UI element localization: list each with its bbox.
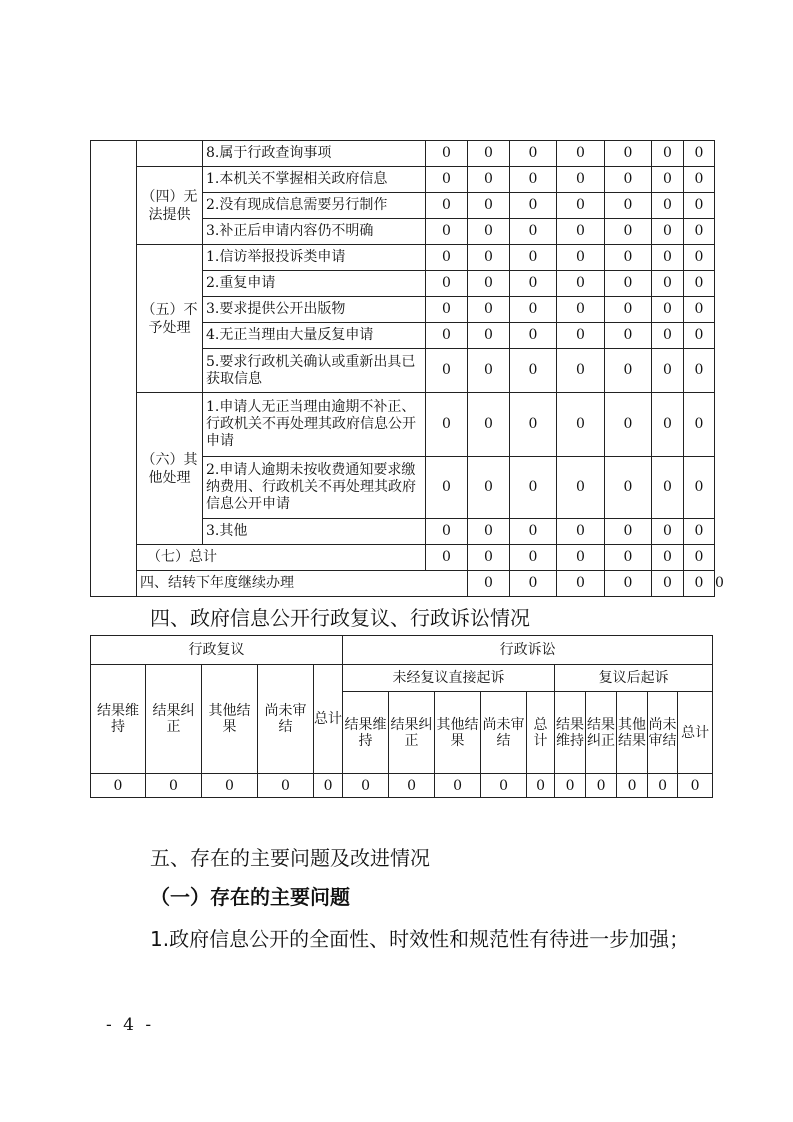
table-cell: 0	[510, 457, 557, 519]
table-cell: 0	[684, 545, 715, 571]
after-col-other: 其他结果	[617, 692, 648, 774]
row-label: 1.本机关不掌握相关政府信息	[203, 167, 426, 193]
table-cell: 0	[557, 323, 605, 349]
table-cell: 0	[527, 774, 555, 798]
admin-litigation-header: 行政诉讼	[343, 636, 713, 665]
table-cell: 0	[91, 774, 146, 798]
table-cell: 0	[426, 519, 468, 545]
table-cell: 0	[510, 393, 557, 457]
table-cell: 0	[468, 323, 510, 349]
table-cell: 0	[605, 519, 652, 545]
table-cell: 0	[510, 323, 557, 349]
table-cell: 0	[510, 219, 557, 245]
table-cell: 0	[426, 457, 468, 519]
table-cell: 0	[468, 349, 510, 393]
section-merged-cell	[91, 141, 137, 597]
table-cell: 0	[426, 141, 468, 167]
table-cell: 0	[557, 193, 605, 219]
after-review-suit-header: 复议后起诉	[555, 665, 713, 692]
direct-col-corrected: 结果纠正	[389, 692, 435, 774]
table-cell: 0	[510, 167, 557, 193]
table-cell: 0	[684, 167, 715, 193]
table-cell: 0	[510, 545, 557, 571]
direct-col-upheld: 结果维持	[343, 692, 389, 774]
category-cannot-provide: （四）无法提供	[137, 167, 203, 245]
review-col-corrected: 结果纠正	[146, 665, 202, 774]
table-cell: 0	[652, 571, 684, 597]
row-label: 5.要求行政机关确认或重新出具已获取信息	[203, 349, 426, 393]
table-cell: 0	[468, 457, 510, 519]
table-cell: 0	[202, 774, 258, 798]
table-cell: 0	[510, 193, 557, 219]
table-cell: 0	[468, 245, 510, 271]
direct-col-pending: 尚未审结	[481, 692, 527, 774]
table-cell: 0	[557, 219, 605, 245]
table-cell: 0	[426, 245, 468, 271]
blank-cell	[137, 141, 203, 167]
table-cell: 0	[652, 519, 684, 545]
section-5-title: 五、存在的主要问题及改进情况	[150, 846, 430, 870]
table-cell: 0	[557, 519, 605, 545]
table-cell: 0	[481, 774, 527, 798]
table-cell: 0	[557, 571, 605, 597]
table-cell: 0	[652, 193, 684, 219]
table-cell: 0	[510, 245, 557, 271]
table-cell: 0	[468, 219, 510, 245]
category-not-processed: （五）不予处理	[137, 245, 203, 393]
table-cell: 0	[343, 774, 389, 798]
table-cell: 0	[605, 219, 652, 245]
table-cell: 0	[652, 219, 684, 245]
table-cell: 0	[684, 219, 715, 245]
after-col-upheld: 结果维持	[555, 692, 586, 774]
table-cell: 0	[605, 349, 652, 393]
table-cell: 0	[684, 393, 715, 457]
table-cell: 0	[605, 167, 652, 193]
table-cell: 0	[652, 271, 684, 297]
table-cell: 0	[684, 571, 715, 597]
row-label: 2.申请人逾期未按收费通知要求缴纳费用、行政机关不再处理其政府信息公开申请	[203, 457, 426, 519]
table-cell: 0	[555, 774, 586, 798]
direct-suit-header: 未经复议直接起诉	[343, 665, 555, 692]
table-cell: 0	[652, 393, 684, 457]
table-cell: 0	[652, 545, 684, 571]
after-col-total: 总计	[678, 692, 713, 774]
table-cell: 0	[605, 193, 652, 219]
table-cell: 0	[605, 297, 652, 323]
row-label: 1.信访举报投诉类申请	[203, 245, 426, 271]
row-label: 8.属于行政查询事项	[203, 141, 426, 167]
row-label: 4.无正当理由大量反复申请	[203, 323, 426, 349]
table-cell: 0	[468, 271, 510, 297]
row-label: 3.补正后申请内容仍不明确	[203, 219, 426, 245]
table-cell: 0	[426, 167, 468, 193]
row-label: 2.重复申请	[203, 271, 426, 297]
table-cell: 0	[557, 271, 605, 297]
table-cell: 0	[426, 297, 468, 323]
table-cell: 0	[617, 774, 648, 798]
review-col-upheld: 结果维持	[91, 665, 146, 774]
table-cell: 0	[468, 393, 510, 457]
table-cell: 0	[684, 519, 715, 545]
subsection-1-title: （一）存在的主要问题	[150, 885, 350, 909]
problem-paragraph: 1.政府信息公开的全面性、时效性和规范性有待进一步加强；	[150, 927, 690, 951]
table-cell: 0	[557, 297, 605, 323]
table-cell: 0	[557, 141, 605, 167]
table-cell: 0	[510, 271, 557, 297]
table-cell: 0	[426, 193, 468, 219]
table-cell: 0	[684, 323, 715, 349]
table-cell: 0	[684, 271, 715, 297]
table-cell: 0	[684, 457, 715, 519]
table-cell: 0	[557, 457, 605, 519]
table-cell: 0	[586, 774, 617, 798]
page-number: - 4 -	[106, 1015, 155, 1035]
table-cell: 0	[510, 297, 557, 323]
table-cell: 0	[557, 245, 605, 271]
table-cell: 0	[684, 193, 715, 219]
table-cell: 0	[652, 349, 684, 393]
table-cell: 0	[605, 545, 652, 571]
table-cell: 0	[605, 571, 652, 597]
after-col-pending: 尚未审结	[648, 692, 678, 774]
review-col-pending: 尚未审结	[258, 665, 314, 774]
category-other-processing: （六）其他处理	[137, 393, 203, 545]
carry-over-row-label: 四、结转下年度继续办理	[137, 571, 468, 597]
table-cell: 0	[648, 774, 678, 798]
table-cell: 0	[605, 245, 652, 271]
table-cell: 0	[510, 519, 557, 545]
table-cell: 0	[605, 457, 652, 519]
table-cell: 0	[605, 393, 652, 457]
table-cell: 0	[426, 323, 468, 349]
table-cell: 0	[426, 349, 468, 393]
table-cell: 0	[652, 457, 684, 519]
review-litigation-table	[90, 635, 713, 798]
table-cell: 0	[468, 167, 510, 193]
table-cell: 0	[684, 349, 715, 393]
table-cell: 0	[510, 141, 557, 167]
row-label: 1.申请人无正当理由逾期不补正、行政机关不再处理其政府信息公开申请	[203, 393, 426, 457]
table-cell: 0	[468, 545, 510, 571]
table-cell: 0	[605, 141, 652, 167]
table-cell: 0	[314, 774, 343, 798]
table-cell: 0	[684, 141, 715, 167]
disclosure-handling-table: 8.属于行政查询事项 0 0 0 0 0 0 0 （四）无法提供 1.本机关不掌握相关政府信息 0 0 0 0 0 0 0 2.没有现成信息需要另行制作 0 0 0 0 0 0 0 3.补正后申请内容仍不明确 0 0 0 0 0 0 0 （五）不予处理 1.信访举报投诉类申请 0 0 0 0 0 0 0 2.重复申请 0 0 0 0 0 0 0 3.要求提供公开出版物 0 0 0 0 0 0 0 4.无正当理由大量反复申请 0 0 0 0 0 0 0 5.要求行政机关确认或重新出具已获取信息 0 0 0 0 0 0 0 （六）其他处理 1.申请人无正当理由逾期不补正、行政机关不再处理其政府信息公开申请 0 0 0 0 0 0 0 2.申请人逾期未按收费通知要求缴纳费用、行政机关不再处理其政府信息公开申请 0 0 0 0 0 0 0 3.其他 0 0 0 0 0 0 0 （七）总计 0 0 0 0 0 0 0 四、结转下年度继续办理 0 0 0 0 0 0 0	[90, 140, 715, 597]
table-cell: 0	[557, 349, 605, 393]
row-label: 2.没有现成信息需要另行制作	[203, 193, 426, 219]
table-cell: 0	[510, 571, 557, 597]
table-cell: 0	[426, 271, 468, 297]
table-cell: 0	[468, 193, 510, 219]
table-cell: 0	[389, 774, 435, 798]
table-cell: 0	[557, 393, 605, 457]
table-cell: 0	[468, 571, 510, 597]
table-cell: 0	[258, 774, 314, 798]
row-label: 3.其他	[203, 519, 426, 545]
table-cell: 0	[426, 393, 468, 457]
table-cell: 0	[684, 297, 715, 323]
table-cell: 0	[557, 167, 605, 193]
table-cell: 0	[435, 774, 481, 798]
table-cell: 0	[426, 219, 468, 245]
table-cell: 0	[468, 141, 510, 167]
table-cell: 0	[652, 141, 684, 167]
table-cell: 0	[146, 774, 202, 798]
table-cell: 0	[510, 349, 557, 393]
table-cell: 0	[468, 297, 510, 323]
review-col-total: 总计	[314, 665, 343, 774]
table-cell: 0	[557, 545, 605, 571]
direct-col-other: 其他结果	[435, 692, 481, 774]
direct-col-total: 总计	[527, 692, 555, 774]
table-cell: 0	[684, 245, 715, 271]
table-cell: 0	[426, 545, 468, 571]
table-cell: 0	[468, 519, 510, 545]
table-cell: 0	[652, 323, 684, 349]
section-4-title: 四、政府信息公开行政复议、行政诉讼情况	[150, 606, 530, 630]
after-col-corrected: 结果纠正	[586, 692, 617, 774]
table-cell: 0	[652, 297, 684, 323]
admin-review-header: 行政复议	[91, 636, 343, 665]
table-cell: 0	[605, 271, 652, 297]
table-cell: 0	[678, 774, 713, 798]
review-col-other: 其他结果	[202, 665, 258, 774]
table-cell: 0	[652, 167, 684, 193]
total-row-label: （七）总计	[137, 545, 426, 571]
table-cell: 0	[605, 323, 652, 349]
row-label: 3.要求提供公开出版物	[203, 297, 426, 323]
table-cell: 0	[652, 245, 684, 271]
